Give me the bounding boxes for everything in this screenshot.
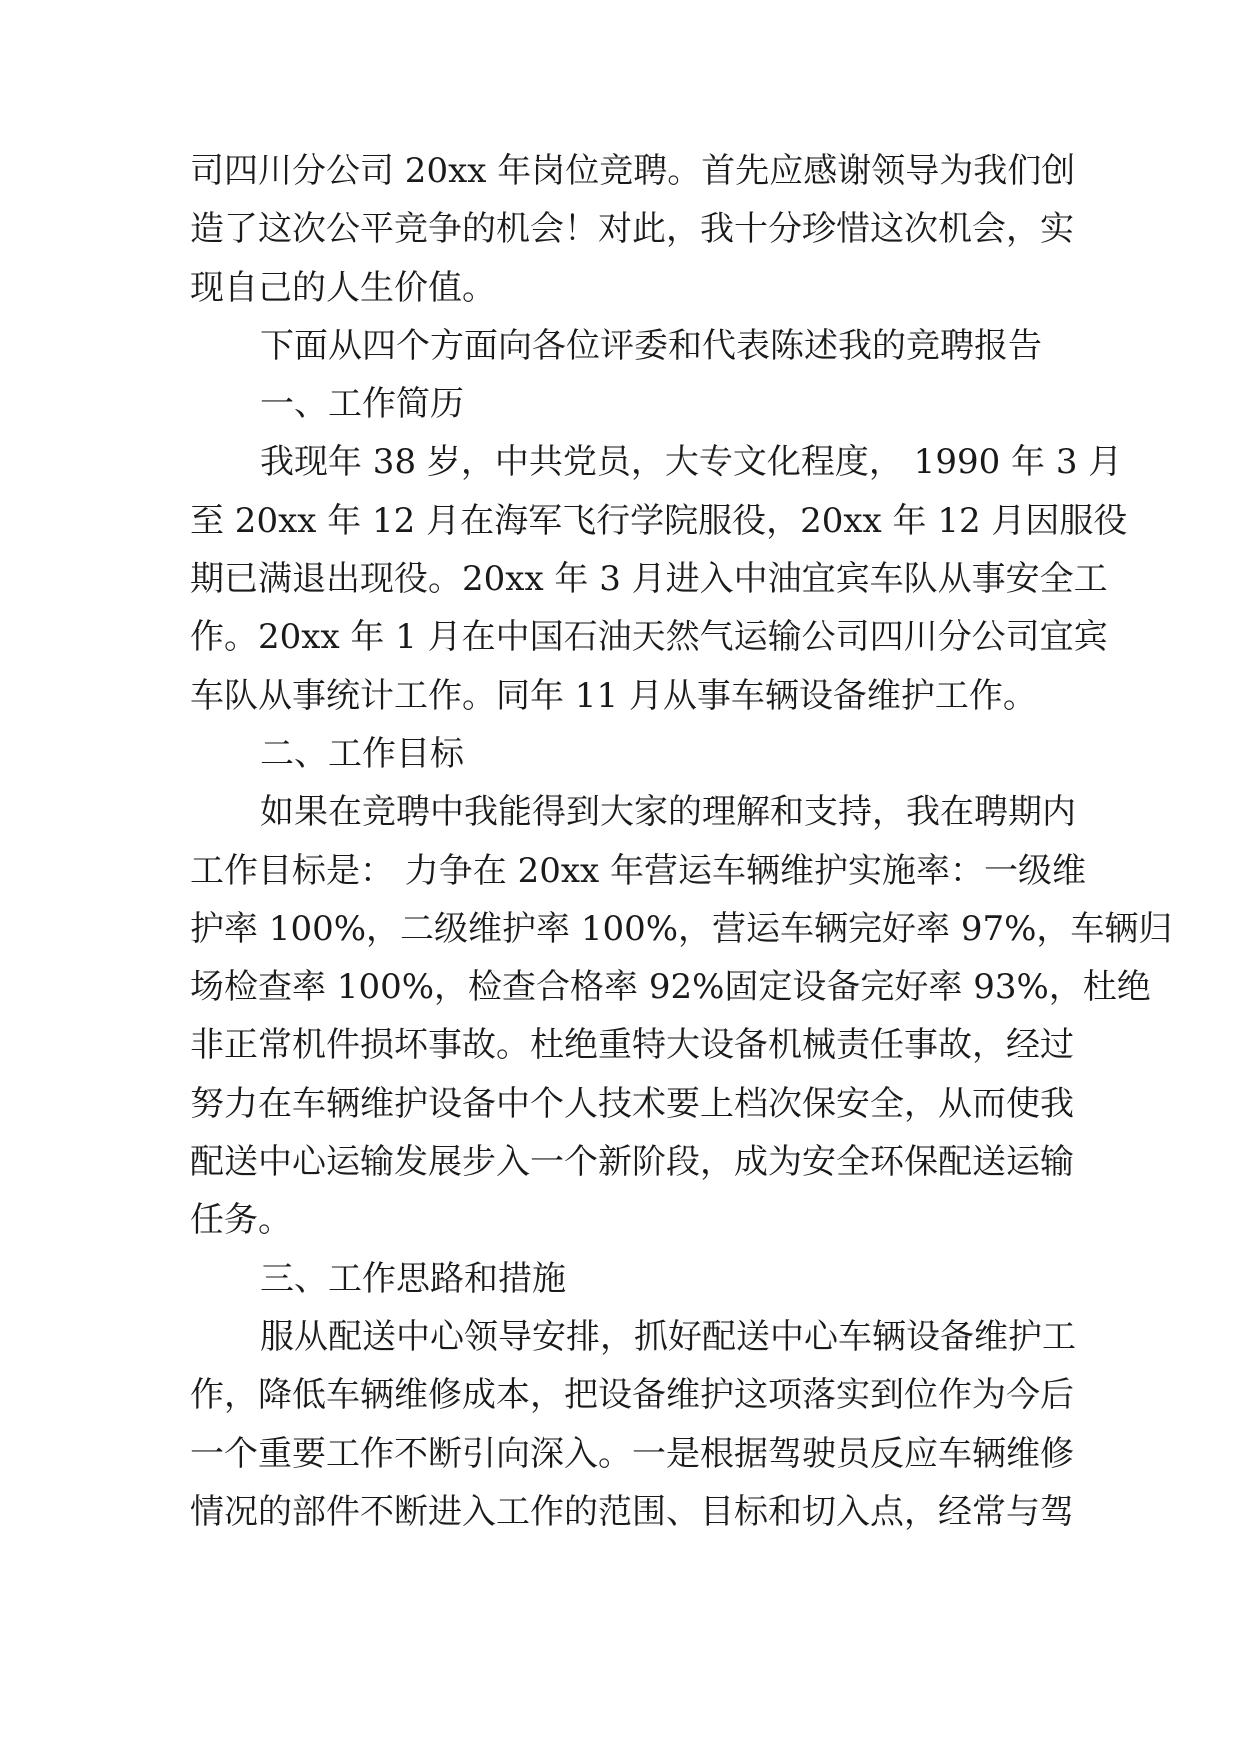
text-line: 配送中心运输发展步入一个新阶段，成为安全环保配送运输 [190, 1142, 1074, 1183]
paragraph-intro [190, 142, 1076, 317]
text-line: 现自己的人生价值。 [190, 267, 496, 308]
text-line: 下面从四个方面向各位评委和代表陈述我的竞聘报告 [260, 325, 1042, 366]
document-page [190, 142, 1173, 1541]
text-line: 情况的部件不断进入工作的范围、目标和切入点，经常与驾 [190, 1491, 1074, 1532]
text-line: 造了这次公平竞争的机会！对此，我十分珍惜这次机会，实 [190, 209, 1074, 250]
text-line: 非正常机件损坏事故。杜绝重特大设备机械责任事故，经过 [190, 1025, 1074, 1066]
text-line: 场检查率 100%，检查合格率 92%固定设备完好率 93%，杜绝 [190, 967, 1151, 1008]
paragraph-resume [190, 433, 1128, 724]
text-line: 作，降低车辆维修成本，把设备维护这项落实到位作为今后 [190, 1375, 1074, 1416]
text-line: 车队从事统计工作。同年 11 月从事车辆设备维护工作。 [190, 675, 1037, 716]
paragraph-overview [190, 317, 1050, 375]
text-line: 努力在车辆维护设备中个人技术要上档次保安全，从而使我 [190, 1083, 1074, 1124]
text-line: 至 20xx 年 12 月在海军飞行学院服役，20xx 年 12 月因服役 [190, 500, 1128, 541]
section-heading-measures [190, 1250, 1050, 1308]
text-line: 服从配送中心领导安排，抓好配送中心车辆设备维护工 [260, 1316, 1076, 1357]
section-heading-resume [190, 375, 1050, 433]
text-line: 我现年 38 岁，中共党员，大专文化程度， 1990 年 3 月 [260, 442, 1123, 483]
paragraph-goals [190, 783, 1173, 1249]
text-line: 作。20xx 年 1 月在中国石油天然气运输公司四川分公司宜宾 [190, 617, 1108, 658]
text-line: 工作目标是： 力争在 20xx 年营运车辆维护实施率：一级维 [190, 850, 1087, 891]
text-line: 期已满退出现役。20xx 年 3 月进入中油宜宾车队从事安全工 [190, 559, 1108, 600]
text-line: 司四川分公司 20xx 年岗位竞聘。首先应感谢领导为我们创 [190, 151, 1076, 191]
text-line: 护率 100%，二级维护率 100%，营运车辆完好率 97%，车辆归 [190, 908, 1173, 949]
paragraph-measures [190, 1308, 1076, 1541]
heading-text: 三、工作思路和措施 [260, 1258, 566, 1299]
section-heading-goals [190, 725, 1050, 783]
text-line: 任务。 [190, 1200, 292, 1241]
heading-text: 二、工作目标 [260, 733, 464, 774]
text-line: 如果在竞聘中我能得到大家的理解和支持，我在聘期内 [260, 792, 1076, 833]
text-line: 一个重要工作不断引向深入。一是根据驾驶员反应车辆维修 [190, 1433, 1074, 1474]
heading-text: 一、工作简历 [260, 384, 464, 425]
